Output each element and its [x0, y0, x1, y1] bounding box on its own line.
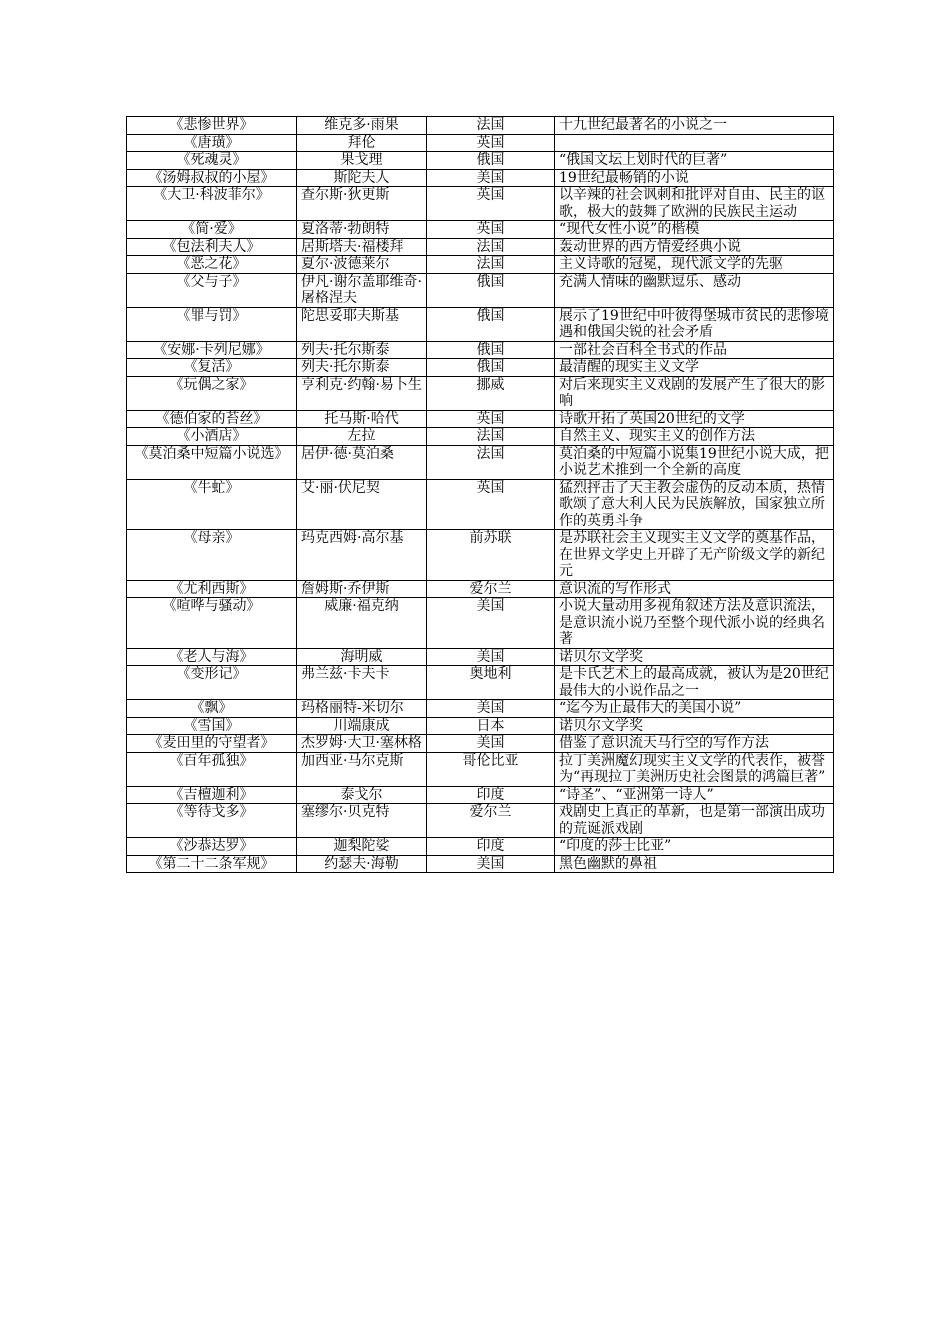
country-cell: 法国 — [427, 428, 555, 446]
country-cell: 印度 — [427, 838, 555, 856]
description-cell: 十九世纪最著名的小说之一 — [555, 117, 834, 135]
author-cell: 威廉·福克纳 — [297, 598, 427, 649]
author-cell: 夏尔·波德莱尔 — [297, 256, 427, 274]
country-cell: 英国 — [427, 187, 555, 221]
author-cell: 拜伦 — [297, 134, 427, 152]
description-cell: “迄今为止最伟大的美国小说” — [555, 700, 834, 718]
author-cell: 泰戈尔 — [297, 786, 427, 804]
table-row — [127, 666, 834, 700]
work-title-cell: 《恶之花》 — [127, 256, 297, 274]
description-cell: 充满人情味的幽默逗乐、感动 — [555, 273, 834, 307]
country-cell: 法国 — [427, 256, 555, 274]
author-cell: 海明威 — [297, 648, 427, 666]
work-title-cell: 《父与子》 — [127, 273, 297, 307]
author-cell: 艾·丽·伏尼契 — [297, 479, 427, 530]
country-cell: 美国 — [427, 735, 555, 753]
work-title-cell: 《小酒店》 — [127, 428, 297, 446]
description-cell: 以辛辣的社会讽刺和批评对自由、民主的讴歌，极大的鼓舞了欧洲的民族民主运动 — [555, 187, 834, 221]
table-row — [127, 187, 834, 221]
table-row — [127, 700, 834, 718]
description-cell: 主义诗歌的冠冕，现代派文学的先驱 — [555, 256, 834, 274]
country-cell: 美国 — [427, 598, 555, 649]
country-cell: 奥地利 — [427, 666, 555, 700]
author-cell: 加西亚·马尔克斯 — [297, 752, 427, 786]
author-cell: 川端康成 — [297, 717, 427, 735]
work-title-cell: 《复活》 — [127, 359, 297, 377]
work-title-cell: 《包法利夫人》 — [127, 238, 297, 256]
country-cell: 法国 — [427, 238, 555, 256]
table-row — [127, 735, 834, 753]
table-row — [127, 648, 834, 666]
description-cell: 诺贝尔文学奖 — [555, 717, 834, 735]
country-cell: 前苏联 — [427, 530, 555, 581]
author-cell: 詹姆斯·乔伊斯 — [297, 580, 427, 598]
description-cell: 猛烈抨击了天主教会虚伪的反动本质，热情歌颂了意大利人民为民族解放，国家独立所作的英勇斗争 — [555, 479, 834, 530]
work-title-cell: 《牛虻》 — [127, 479, 297, 530]
country-cell: 英国 — [427, 410, 555, 428]
country-cell: 法国 — [427, 445, 555, 479]
work-title-cell: 《变形记》 — [127, 666, 297, 700]
table-row — [127, 117, 834, 135]
country-cell: 法国 — [427, 117, 555, 135]
table-row — [127, 134, 834, 152]
work-title-cell: 《等待戈多》 — [127, 804, 297, 838]
country-cell: 爱尔兰 — [427, 804, 555, 838]
country-cell: 俄国 — [427, 341, 555, 359]
work-title-cell: 《莫泊桑中短篇小说选》 — [127, 445, 297, 479]
table-row — [127, 359, 834, 377]
author-cell: 居伊·德·莫泊桑 — [297, 445, 427, 479]
author-cell: 玛克西姆·高尔基 — [297, 530, 427, 581]
table-row — [127, 838, 834, 856]
description-cell: 诗歌开拓了英国20世纪的文学 — [555, 410, 834, 428]
description-cell: “诗圣”、“亚洲第一诗人” — [555, 786, 834, 804]
description-cell: 借鉴了意识流天马行空的写作方法 — [555, 735, 834, 753]
table-row — [127, 169, 834, 187]
author-cell: 夏洛蒂·勃朗特 — [297, 221, 427, 239]
description-cell: 轰动世界的西方情爱经典小说 — [555, 238, 834, 256]
country-cell: 爱尔兰 — [427, 580, 555, 598]
table-row — [127, 580, 834, 598]
work-title-cell: 《大卫·科波菲尔》 — [127, 187, 297, 221]
table-row — [127, 376, 834, 410]
description-cell: “俄国文坛上划时代的巨著” — [555, 152, 834, 170]
description-cell: 19世纪最畅销的小说 — [555, 169, 834, 187]
table-row — [127, 445, 834, 479]
author-cell: 亨利克·约翰·易卜生 — [297, 376, 427, 410]
work-title-cell: 《简·爱》 — [127, 221, 297, 239]
country-cell: 哥伦比亚 — [427, 752, 555, 786]
description-cell: 诺贝尔文学奖 — [555, 648, 834, 666]
country-cell: 美国 — [427, 648, 555, 666]
table-row — [127, 428, 834, 446]
description-cell: 对后来现实主义戏剧的发展产生了很大的影响 — [555, 376, 834, 410]
country-cell: 俄国 — [427, 359, 555, 377]
work-title-cell: 《老人与海》 — [127, 648, 297, 666]
table-row — [127, 530, 834, 581]
table-row — [127, 855, 834, 873]
work-title-cell: 《德伯家的苔丝》 — [127, 410, 297, 428]
work-title-cell: 《玩偶之家》 — [127, 376, 297, 410]
description-cell: 小说大量动用多视角叙述方法及意识流法，是意识流小说乃至整个现代派小说的经典名著 — [555, 598, 834, 649]
description-cell: 最清醒的现实主义文学 — [555, 359, 834, 377]
description-cell: “现代女性小说”的楷模 — [555, 221, 834, 239]
table-row — [127, 273, 834, 307]
author-cell: 托马斯·哈代 — [297, 410, 427, 428]
work-title-cell: 《麦田里的守望者》 — [127, 735, 297, 753]
country-cell: 英国 — [427, 221, 555, 239]
table-row — [127, 752, 834, 786]
author-cell: 维克多·雨果 — [297, 117, 427, 135]
table-row — [127, 221, 834, 239]
country-cell: 俄国 — [427, 273, 555, 307]
work-title-cell: 《悲惨世界》 — [127, 117, 297, 135]
author-cell: 塞缪尔·贝克特 — [297, 804, 427, 838]
country-cell: 英国 — [427, 134, 555, 152]
work-title-cell: 《百年孤独》 — [127, 752, 297, 786]
work-title-cell: 《母亲》 — [127, 530, 297, 581]
country-cell: 美国 — [427, 169, 555, 187]
country-cell: 日本 — [427, 717, 555, 735]
description-cell: 展示了19世纪中叶彼得堡城市贫民的悲惨境遇和俄国尖锐的社会矛盾 — [555, 307, 834, 341]
work-title-cell: 《喧哗与骚动》 — [127, 598, 297, 649]
author-cell: 弗兰兹·卡夫卡 — [297, 666, 427, 700]
author-cell: 伊凡·谢尔盖耶维奇·屠格涅夫 — [297, 273, 427, 307]
author-cell: 斯陀夫人 — [297, 169, 427, 187]
work-title-cell: 《尤利西斯》 — [127, 580, 297, 598]
description-cell: 莫泊桑的中短篇小说集19世纪小说大成，把小说艺术推到一个全新的高度 — [555, 445, 834, 479]
table-row — [127, 804, 834, 838]
author-cell: 左拉 — [297, 428, 427, 446]
author-cell: 果戈理 — [297, 152, 427, 170]
literary-works-table — [126, 116, 834, 873]
description-cell — [555, 134, 834, 152]
table-row — [127, 410, 834, 428]
work-title-cell: 《飘》 — [127, 700, 297, 718]
work-title-cell: 《沙恭达罗》 — [127, 838, 297, 856]
author-cell: 查尔斯·狄更斯 — [297, 187, 427, 221]
country-cell: 美国 — [427, 855, 555, 873]
country-cell: 英国 — [427, 479, 555, 530]
table-row — [127, 256, 834, 274]
work-title-cell: 《死魂灵》 — [127, 152, 297, 170]
country-cell: 挪威 — [427, 376, 555, 410]
description-cell: 是苏联社会主义现实主义文学的奠基作品，在世界文学史上开辟了无产阶级文学的新纪元 — [555, 530, 834, 581]
table-row — [127, 598, 834, 649]
work-title-cell: 《唐璜》 — [127, 134, 297, 152]
description-cell: 自然主义、现实主义的创作方法 — [555, 428, 834, 446]
table-row — [127, 341, 834, 359]
description-cell: 一部社会百科全书式的作品 — [555, 341, 834, 359]
country-cell: 俄国 — [427, 152, 555, 170]
country-cell: 俄国 — [427, 307, 555, 341]
work-title-cell: 《吉檀迦利》 — [127, 786, 297, 804]
work-title-cell: 《罪与罚》 — [127, 307, 297, 341]
country-cell: 印度 — [427, 786, 555, 804]
author-cell: 杰罗姆·大卫·塞林格 — [297, 735, 427, 753]
description-cell: 黑色幽默的鼻祖 — [555, 855, 834, 873]
author-cell: 迦梨陀娑 — [297, 838, 427, 856]
work-title-cell: 《第二十二条军规》 — [127, 855, 297, 873]
work-title-cell: 《汤姆叔叔的小屋》 — [127, 169, 297, 187]
description-cell: 戏剧史上真正的革新，也是第一部演出成功的荒诞派戏剧 — [555, 804, 834, 838]
author-cell: 居斯塔夫·福楼拜 — [297, 238, 427, 256]
table-row — [127, 152, 834, 170]
author-cell: 玛格丽特-米切尔 — [297, 700, 427, 718]
table-row — [127, 238, 834, 256]
table-row — [127, 786, 834, 804]
author-cell: 陀思妥耶夫斯基 — [297, 307, 427, 341]
description-cell: 意识流的写作形式 — [555, 580, 834, 598]
description-cell: 拉丁美洲魔幻现实主义文学的代表作，被誉为“再现拉丁美洲历史社会图景的鸿篇巨著” — [555, 752, 834, 786]
country-cell: 美国 — [427, 700, 555, 718]
description-cell: 是卡氏艺术上的最高成就，被认为是20世纪最伟大的小说作品之一 — [555, 666, 834, 700]
work-title-cell: 《安娜·卡列尼娜》 — [127, 341, 297, 359]
author-cell: 约瑟夫·海勒 — [297, 855, 427, 873]
table-body — [127, 117, 834, 873]
author-cell: 列夫·托尔斯泰 — [297, 359, 427, 377]
table-row — [127, 717, 834, 735]
work-title-cell: 《雪国》 — [127, 717, 297, 735]
table-row — [127, 479, 834, 530]
table-row — [127, 307, 834, 341]
description-cell: “印度的莎士比亚” — [555, 838, 834, 856]
author-cell: 列夫·托尔斯泰 — [297, 341, 427, 359]
